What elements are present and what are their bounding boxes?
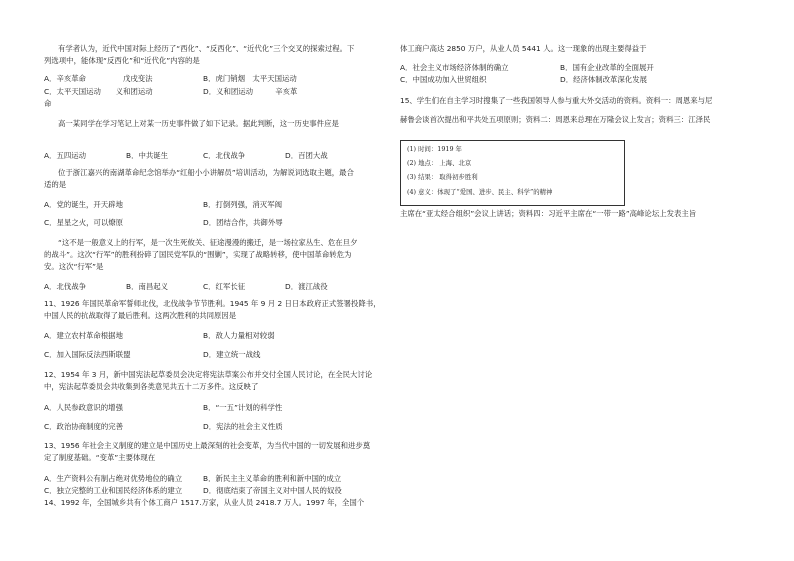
q13-option-d: D．彻底结束了帝国主义对中国人民的奴役 <box>203 486 342 495</box>
q12-option-d: D．宪法的社会主义性质 <box>203 422 283 431</box>
q1-option-b: B．虎门销烟 太平天国运动 <box>203 74 297 83</box>
q11-stem-line2: 中国人民的抗战取得了最后胜利。这两次胜利的共同原因是 <box>44 311 237 320</box>
q4-option-a: A．北伐战争 <box>44 282 87 291</box>
q11-option-c: C．加入国际反法西斯联盟 <box>44 350 131 359</box>
q12-option-c: C．政治协商制度的完善 <box>44 422 124 431</box>
q11-stem-line1: 11、1926 年国民革命军誓师北伐，北伐战争节节胜利。1945 年 9 月 2 日日本政府正式签署投降书， <box>44 299 381 308</box>
q12-stem-line2: 中，宪法起草委员会共收集到各类意见共五十二万多件。这反映了 <box>44 382 259 391</box>
q14-option-d: D．经济体制改革深化发展 <box>560 75 647 84</box>
q11-option-b: B．敌人力量相对较弱 <box>203 331 275 340</box>
q11-option-a: A．建立农村革命根据地 <box>44 331 123 340</box>
note-line-significance: (4) 意义：体现了“爱国、进步、民主、科学”的精神 <box>407 188 553 196</box>
note-line-place: (2) 地点： 上海、北京 <box>407 159 472 167</box>
q4-stem-line1: “这不是一般意义上的行军，是一次生死攸关、征途漫漫的搬迁，是一场拉家丛生、危在旦夕 <box>58 238 358 247</box>
q2-option-a: A．五四运动 <box>44 151 87 160</box>
q13-option-a: A．生产资料公有制占绝对优势地位的确立 <box>44 474 183 483</box>
q15-stem-line1: 15、学生们在自主学习时搜集了一些我国领导人参与重大外交活动的资料。资料一：周恩来与尼 <box>400 96 713 105</box>
q13-stem-line2: 定了制度基础。“变革”主要体现在 <box>44 453 156 462</box>
q3-option-a: A．党的诞生，开天辟地 <box>44 200 123 209</box>
q3-option-d: D．团结合作，共御外辱 <box>203 218 283 227</box>
q3-option-b: B．打倒列强，消灭军阀 <box>203 200 282 209</box>
q4-option-c: C．红军长征 <box>203 282 246 291</box>
q1-option-a: A．辛亥革命 戊戌变法 <box>44 74 153 83</box>
note-line-result: (3) 结果： 取得初步胜利 <box>407 173 478 181</box>
q1-stem-line1: 有学者认为，近代中国对际上经历了“西化”、“反西化”、“近代化”三个交叉的探索过程。下 <box>58 44 355 53</box>
q12-option-a: A．人民参政意识的增强 <box>44 403 123 412</box>
q2-option-c: C．北伐战争 <box>203 151 246 160</box>
q3-stem-line2: 适的是 <box>44 180 67 189</box>
q1-stem-line2: 列选项中，能体现“反西化”和“近代化”内容的是 <box>44 56 200 65</box>
q14-option-c: C．中国成功加入世贸组织 <box>400 75 487 84</box>
q4-option-b: B．南昌起义 <box>126 282 169 291</box>
q1-option-d-wrap: 命 <box>44 99 52 108</box>
q13-option-c: C．独立完整的工业和国民经济体系的建立 <box>44 486 183 495</box>
study-note-box <box>400 140 625 206</box>
note-line-time: (1) 时间：1919 年 <box>407 145 462 153</box>
q4-option-d: D．渡江战役 <box>285 282 328 291</box>
q4-stem-line3: 安。这次“行军”是 <box>44 262 104 271</box>
q12-stem-line1: 12、1954 年 3 月，新中国宪法起草委员会决定将宪法草案公布并交付全国人民讨论，在全民大讨论 <box>44 370 373 379</box>
q14-stem: 14、1992 年，全国城乡共有个体工商户 1517.万家，从业人员 2418.7 万人。1997 年，全国个 <box>44 498 365 507</box>
q3-stem-line1: 位于浙江嘉兴的南湖革命纪念馆举办“红船小小讲解员”培训活动，为解说词选取主题，最合 <box>58 168 354 177</box>
q13-stem-line1: 13、1956 年社会主义制度的建立是中国历史上最深刻的社会变革，为当代中国的一切发展和进步奠 <box>44 441 371 450</box>
q15-stem-line2: 赫鲁会谈首次提出和平共处五项原则；资料二：周恩来总理在万隆会议上发言；资料三：江泽民 <box>400 115 711 124</box>
q1-option-d: D．义和团运动 辛亥革 <box>203 87 298 96</box>
q15-stem-line3: 主席在“亚太经合组织”会议上讲话；资料四：习近平主席在“一带一路”高峰论坛上发表主旨 <box>400 209 697 218</box>
q3-option-c: C．星星之火，可以燎原 <box>44 218 124 227</box>
q2-option-d: D．百团大战 <box>285 151 328 160</box>
q14-stem-cont: 体工商户高达 2850 万户，从业人员 5441 人。这一现象的出现主要得益于 <box>400 44 647 53</box>
q4-stem-line2: 的战斗”。这次“行军”的胜利扮碎了国民党军队的“围剿”，实现了战略转移，使中国革命转危为 <box>44 250 352 259</box>
q2-option-b: B．中共诞生 <box>126 151 169 160</box>
q2-stem: 高一某同学在学习笔记上对某一历史事件做了如下记录。据此判断，这一历史事件应是 <box>58 119 339 128</box>
q14-option-b: B．国有企业改革的全面展开 <box>560 63 654 72</box>
q11-option-d: D．建立统一战线 <box>203 350 261 359</box>
q1-option-c: C．太平天国运动 义和团运动 <box>44 87 153 96</box>
q12-option-b: B．“一五”计划的科学性 <box>203 403 283 412</box>
q14-option-a: A．社会主义市场经济体制的确立 <box>400 63 509 72</box>
q13-option-b: B．新民主主义革命的胜利和新中国的成立 <box>203 474 342 483</box>
